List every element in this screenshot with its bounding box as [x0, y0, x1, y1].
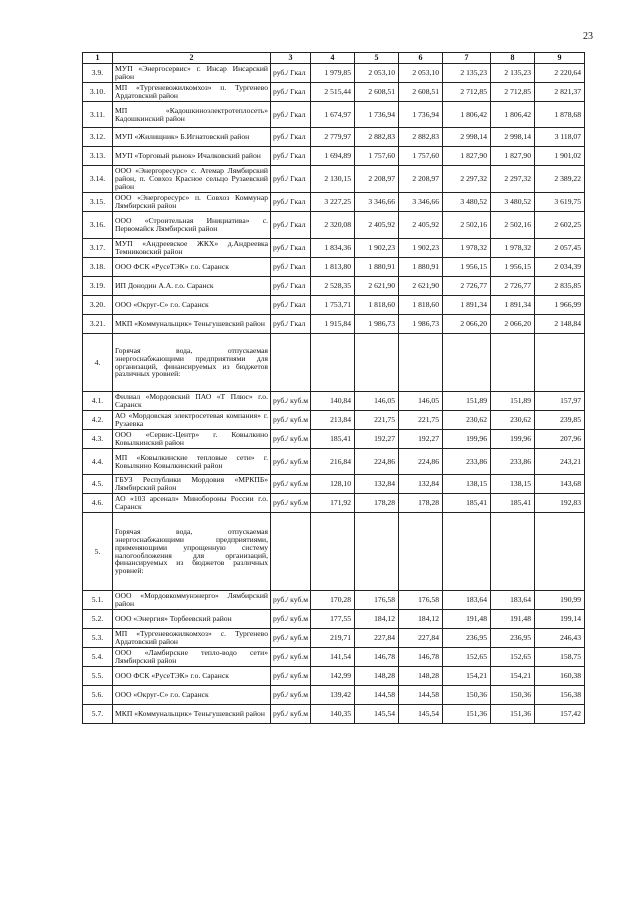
unit-cell: руб./ Гкал — [271, 128, 311, 147]
tariff-value-cell: 139,42 — [311, 686, 355, 705]
row-number-cell: 3.11. — [83, 102, 113, 128]
row-number-cell: 5.5. — [83, 667, 113, 686]
tariff-value-cell: 221,75 — [355, 411, 399, 430]
tariff-value-cell: 2 320,08 — [311, 212, 355, 239]
tariff-value-cell — [491, 513, 535, 591]
organization-name-cell: ООО ФСК «РусеТЭК» г.о. Саранск — [113, 258, 271, 277]
tariff-value-cell: 2 135,23 — [443, 64, 491, 83]
table-row — [83, 193, 585, 212]
tariff-value-cell: 1 757,60 — [399, 147, 443, 166]
organization-name-cell: ООО «Округ-С» г.о. Саранск — [113, 686, 271, 705]
tariff-value-cell: 1 827,90 — [491, 147, 535, 166]
tariff-value-cell: 1 901,02 — [535, 147, 585, 166]
unit-cell: руб./ Гкал — [271, 239, 311, 258]
tariff-value-cell: 183,64 — [491, 591, 535, 610]
tariff-value-cell: 221,75 — [399, 411, 443, 430]
tariff-value-cell: 2 405,92 — [355, 212, 399, 239]
tariff-value-cell: 2 515,44 — [311, 83, 355, 102]
tariff-value-cell: 192,83 — [535, 494, 585, 513]
tariff-value-cell: 2 608,51 — [355, 83, 399, 102]
tariff-value-cell: 2 621,90 — [355, 277, 399, 296]
organization-name-cell: ГБУЗ Республики Мордовия «МРКПБ» Лямбирский район — [113, 475, 271, 494]
table-row — [83, 494, 585, 513]
unit-cell: руб./ Гкал — [271, 296, 311, 315]
tariff-value-cell: 2 297,32 — [491, 166, 535, 193]
tariff-value-cell: 243,21 — [535, 449, 585, 475]
tariff-value-cell: 184,12 — [355, 610, 399, 629]
row-number-cell: 3.21. — [83, 315, 113, 334]
unit-cell: руб./ Гкал — [271, 315, 311, 334]
tariff-value-cell — [311, 513, 355, 591]
tariff-value-cell: 144,58 — [355, 686, 399, 705]
tariff-value-cell: 1 956,15 — [491, 258, 535, 277]
tariff-value-cell: 158,75 — [535, 648, 585, 667]
tariff-value-cell: 2 053,10 — [399, 64, 443, 83]
organization-name-cell: ООО «Строительная Инициатива» с. Первомайск Лямбирский район — [113, 212, 271, 239]
tariff-value-cell: 2 502,16 — [443, 212, 491, 239]
tariff-value-cell: 138,15 — [443, 475, 491, 494]
row-number-cell: 3.10. — [83, 83, 113, 102]
tariff-value-cell: 3 480,52 — [443, 193, 491, 212]
tariff-value-cell: 152,65 — [443, 648, 491, 667]
table-row — [83, 475, 585, 494]
tariff-value-cell: 2 621,90 — [399, 277, 443, 296]
unit-cell: руб./ Гкал — [271, 166, 311, 193]
tariff-value-cell: 2 297,32 — [443, 166, 491, 193]
table-row — [83, 102, 585, 128]
tariff-value-cell: 3 480,52 — [491, 193, 535, 212]
tariff-value-cell: 1 956,15 — [443, 258, 491, 277]
organization-name-cell: МУП «Энергосервис» г. Инсар Инсарский район — [113, 64, 271, 83]
table-row — [83, 258, 585, 277]
organization-name-cell: МУП «Торговый рынок» Ичалковский район — [113, 147, 271, 166]
tariff-value-cell: 2 034,39 — [535, 258, 585, 277]
tariff-value-cell: 146,78 — [399, 648, 443, 667]
header-cell: 1 — [83, 53, 113, 64]
tariff-value-cell: 192,27 — [355, 430, 399, 449]
header-cell: 4 — [311, 53, 355, 64]
tariff-value-cell: 199,96 — [443, 430, 491, 449]
tariff-value-cell: 2 130,15 — [311, 166, 355, 193]
row-number-cell: 4.3. — [83, 430, 113, 449]
tariff-value-cell: 170,28 — [311, 591, 355, 610]
tariff-value-cell: 213,84 — [311, 411, 355, 430]
tariff-value-cell: 2 882,83 — [355, 128, 399, 147]
unit-cell: руб./ куб.м — [271, 494, 311, 513]
row-number-cell: 3.14. — [83, 166, 113, 193]
tariff-value-cell: 1 891,34 — [443, 296, 491, 315]
organization-name-cell: МКП «Коммунальщик» Теньгушевский район — [113, 705, 271, 724]
unit-cell: руб./ куб.м — [271, 475, 311, 494]
table-row — [83, 411, 585, 430]
tariff-value-cell: 233,86 — [491, 449, 535, 475]
tariff-value-cell: 1 834,36 — [311, 239, 355, 258]
tariff-value-cell: 191,48 — [491, 610, 535, 629]
tariff-value-cell: 1 736,94 — [355, 102, 399, 128]
tariff-value-cell: 185,41 — [443, 494, 491, 513]
row-number-cell: 4.1. — [83, 392, 113, 411]
unit-cell: руб./ куб.м — [271, 591, 311, 610]
tariff-value-cell: 154,21 — [443, 667, 491, 686]
row-number-cell: 5.6. — [83, 686, 113, 705]
row-number-cell: 3.12. — [83, 128, 113, 147]
tariff-value-cell: 150,36 — [443, 686, 491, 705]
unit-cell: руб./ Гкал — [271, 64, 311, 83]
organization-name-cell: АО «103 арсенал» Минобороны России г.о. Саранск — [113, 494, 271, 513]
row-number-cell: 3.17. — [83, 239, 113, 258]
table-row — [83, 147, 585, 166]
unit-cell: руб./ Гкал — [271, 102, 311, 128]
row-number-cell: 3.9. — [83, 64, 113, 83]
unit-cell: руб./ куб.м — [271, 705, 311, 724]
tariff-value-cell — [443, 513, 491, 591]
tariff-value-cell: 2 528,35 — [311, 277, 355, 296]
unit-cell: руб./ Гкал — [271, 147, 311, 166]
tariff-value-cell: 3 346,66 — [355, 193, 399, 212]
tariff-value-cell: 227,84 — [399, 629, 443, 648]
tariff-value-cell: 2 066,20 — [491, 315, 535, 334]
table-header-row — [83, 53, 585, 64]
tariff-value-cell: 236,95 — [443, 629, 491, 648]
tariff-value-cell: 3 346,66 — [399, 193, 443, 212]
header-cell: 3 — [271, 53, 311, 64]
organization-name-cell: ООО «Округ-С» г.о. Саранск — [113, 296, 271, 315]
row-number-cell: 5.4. — [83, 648, 113, 667]
tariff-value-cell: 1 757,60 — [355, 147, 399, 166]
tariff-value-cell: 151,36 — [491, 705, 535, 724]
table-row — [83, 128, 585, 147]
tariff-value-cell: 227,84 — [355, 629, 399, 648]
tariff-value-cell: 140,35 — [311, 705, 355, 724]
tariff-table — [82, 52, 585, 724]
tariff-value-cell: 2 148,84 — [535, 315, 585, 334]
tariff-value-cell: 1 978,32 — [491, 239, 535, 258]
table-row — [83, 239, 585, 258]
tariff-value-cell — [355, 513, 399, 591]
tariff-value-cell: 1 806,42 — [491, 102, 535, 128]
tariff-value-cell: 2 998,14 — [491, 128, 535, 147]
tariff-value-cell: 1 978,32 — [443, 239, 491, 258]
tariff-value-cell: 142,99 — [311, 667, 355, 686]
organization-name-cell: ООО «Энергоресурс» с. Атемар Лямбирский район, п. Совхоз Красное сельцо Рузаевский район — [113, 166, 271, 193]
unit-cell: руб./ Гкал — [271, 193, 311, 212]
organization-name-cell: АО «Мордовская электросетевая компания» г. Рузаевка — [113, 411, 271, 430]
unit-cell: руб./ куб.м — [271, 610, 311, 629]
tariff-value-cell: 2 208,97 — [355, 166, 399, 193]
unit-cell — [271, 513, 311, 591]
tariff-value-cell: 151,89 — [443, 392, 491, 411]
tariff-value-cell: 154,21 — [491, 667, 535, 686]
tariff-value-cell: 1 979,85 — [311, 64, 355, 83]
tariff-value-cell: 141,54 — [311, 648, 355, 667]
tariff-value-cell: 191,48 — [443, 610, 491, 629]
tariff-value-cell: 156,38 — [535, 686, 585, 705]
tariff-value-cell: 171,92 — [311, 494, 355, 513]
tariff-value-cell: 2 135,23 — [491, 64, 535, 83]
tariff-value-cell: 157,42 — [535, 705, 585, 724]
tariff-value-cell: 178,28 — [399, 494, 443, 513]
header-cell: 7 — [443, 53, 491, 64]
tariff-value-cell: 146,05 — [399, 392, 443, 411]
tariff-value-cell: 146,05 — [355, 392, 399, 411]
organization-name-cell: ИП Донодин А.А. г.о. Саранск — [113, 277, 271, 296]
tariff-value-cell: 143,68 — [535, 475, 585, 494]
tariff-value-cell: 152,65 — [491, 648, 535, 667]
tariff-value-cell: 1 806,42 — [443, 102, 491, 128]
table-row — [83, 629, 585, 648]
table-row — [83, 277, 585, 296]
tariff-value-cell: 2 835,85 — [535, 277, 585, 296]
header-cell: 9 — [535, 53, 585, 64]
tariff-value-cell: 224,86 — [355, 449, 399, 475]
organization-name-cell: МКП «Коммунальщик» Теньгушевский район — [113, 315, 271, 334]
row-number-cell: 5.7. — [83, 705, 113, 724]
unit-cell: руб./ куб.м — [271, 648, 311, 667]
table-row — [83, 296, 585, 315]
tariff-value-cell: 1 880,91 — [355, 258, 399, 277]
organization-name-cell: Филиал «Мордовский ПАО «Т Плюс» г.о. Саранск — [113, 392, 271, 411]
tariff-value-cell: 2 712,85 — [443, 83, 491, 102]
tariff-value-cell: 144,58 — [399, 686, 443, 705]
table-row — [83, 705, 585, 724]
table-row — [83, 610, 585, 629]
unit-cell: руб./ куб.м — [271, 667, 311, 686]
organization-name-cell: МП «Тургеневожилкомхоз» с. Тургенево Ардатовский район — [113, 629, 271, 648]
unit-cell: руб./ куб.м — [271, 449, 311, 475]
tariff-value-cell: 2 502,16 — [491, 212, 535, 239]
tariff-value-cell: 1 902,23 — [355, 239, 399, 258]
tariff-value-cell — [535, 334, 585, 392]
table-row — [83, 212, 585, 239]
tariff-value-cell: 151,89 — [491, 392, 535, 411]
table-row — [83, 648, 585, 667]
row-number-cell: 5.1. — [83, 591, 113, 610]
tariff-value-cell: 2 066,20 — [443, 315, 491, 334]
row-number-cell: 3.18. — [83, 258, 113, 277]
tariff-value-cell: 190,99 — [535, 591, 585, 610]
tariff-value-cell: 224,86 — [399, 449, 443, 475]
organization-name-cell: МП «Тургеневожилкомхоз» п. Тургенево Ардатовский район — [113, 83, 271, 102]
organization-name-cell: Горячая вода, отпускаемая энергоснабжающими предприятиями, применяющими упрощенную систему налогообложения для организаций, финансируемых из бюджетов различных уровней: — [113, 513, 271, 591]
tariff-value-cell: 138,15 — [491, 475, 535, 494]
tariff-value-cell: 1 818,60 — [355, 296, 399, 315]
tariff-value-cell — [399, 334, 443, 392]
tariff-value-cell: 1 986,73 — [399, 315, 443, 334]
page-number: 23 — [583, 31, 593, 42]
tariff-value-cell: 230,62 — [491, 411, 535, 430]
unit-cell: руб./ куб.м — [271, 411, 311, 430]
tariff-value-cell: 1 880,91 — [399, 258, 443, 277]
header-cell: 5 — [355, 53, 399, 64]
tariff-value-cell: 1 986,73 — [355, 315, 399, 334]
tariff-value-cell: 177,55 — [311, 610, 355, 629]
tariff-value-cell — [311, 334, 355, 392]
tariff-value-cell: 160,38 — [535, 667, 585, 686]
tariff-value-cell: 1 827,90 — [443, 147, 491, 166]
section-row — [83, 334, 585, 392]
row-number-cell: 3.19. — [83, 277, 113, 296]
row-number-cell: 4.6. — [83, 494, 113, 513]
tariff-value-cell: 239,85 — [535, 411, 585, 430]
tariff-value-cell: 176,58 — [355, 591, 399, 610]
tariff-value-cell: 3 227,25 — [311, 193, 355, 212]
table-row — [83, 430, 585, 449]
tariff-value-cell: 132,84 — [399, 475, 443, 494]
organization-name-cell: ООО «Энергия» Торбеевский район — [113, 610, 271, 629]
tariff-value-cell: 199,96 — [491, 430, 535, 449]
tariff-value-cell: 2 057,45 — [535, 239, 585, 258]
tariff-value-cell: 2 220,64 — [535, 64, 585, 83]
organization-name-cell: МП «Кадошкиноэлектротеплосеть» Кадошкинский район — [113, 102, 271, 128]
tariff-value-cell: 192,27 — [399, 430, 443, 449]
tariff-value-cell: 230,62 — [443, 411, 491, 430]
tariff-value-cell: 176,58 — [399, 591, 443, 610]
row-number-cell: 3.20. — [83, 296, 113, 315]
tariff-value-cell — [399, 513, 443, 591]
table-row — [83, 591, 585, 610]
tariff-value-cell: 3 118,07 — [535, 128, 585, 147]
tariff-value-cell: 185,41 — [311, 430, 355, 449]
tariff-value-cell: 2 602,25 — [535, 212, 585, 239]
unit-cell: руб./ Гкал — [271, 212, 311, 239]
tariff-value-cell: 2 208,97 — [399, 166, 443, 193]
table-row — [83, 686, 585, 705]
unit-cell: руб./ куб.м — [271, 629, 311, 648]
organization-name-cell: ООО «Ламбирские тепло-водо сети» Лямбирский район — [113, 648, 271, 667]
row-number-cell: 4.5. — [83, 475, 113, 494]
tariff-value-cell — [535, 513, 585, 591]
table-row — [83, 166, 585, 193]
organization-name-cell: ООО «Энергоресурс» п. Совхоз Коммунар Лямбирский район — [113, 193, 271, 212]
tariff-value-cell: 1 915,84 — [311, 315, 355, 334]
tariff-value-cell: 157,97 — [535, 392, 585, 411]
organization-name-cell: МП «Ковылкинские тепловые сети» г. Ковылкино Ковылкинский район — [113, 449, 271, 475]
tariff-value-cell: 2 821,37 — [535, 83, 585, 102]
table-row — [83, 392, 585, 411]
organization-name-cell: ООО «Мордовкоммунэнерго» Лямбирский район — [113, 591, 271, 610]
tariff-value-cell: 1 878,68 — [535, 102, 585, 128]
unit-cell: руб./ Гкал — [271, 83, 311, 102]
organization-name-cell: ООО ФСК «РусеТЭК» г.о. Саранск — [113, 667, 271, 686]
unit-cell: руб./ куб.м — [271, 430, 311, 449]
header-cell: 8 — [491, 53, 535, 64]
table-row — [83, 667, 585, 686]
row-number-cell: 4.4. — [83, 449, 113, 475]
tariff-value-cell: 140,84 — [311, 392, 355, 411]
unit-cell: руб./ Гкал — [271, 258, 311, 277]
row-number-cell: 4. — [83, 334, 113, 392]
tariff-value-cell: 2 726,77 — [443, 277, 491, 296]
table-row — [83, 64, 585, 83]
tariff-value-cell: 151,36 — [443, 705, 491, 724]
tariff-value-cell: 2 726,77 — [491, 277, 535, 296]
table-row — [83, 83, 585, 102]
header-cell: 6 — [399, 53, 443, 64]
tariff-value-cell: 1 736,94 — [399, 102, 443, 128]
table-row — [83, 449, 585, 475]
tariff-value-cell: 2 053,10 — [355, 64, 399, 83]
tariff-value-cell: 128,10 — [311, 475, 355, 494]
tariff-value-cell: 2 712,85 — [491, 83, 535, 102]
tariff-value-cell: 2 405,92 — [399, 212, 443, 239]
tariff-value-cell: 236,95 — [491, 629, 535, 648]
tariff-value-cell: 246,43 — [535, 629, 585, 648]
tariff-value-cell: 1 818,60 — [399, 296, 443, 315]
table-row — [83, 315, 585, 334]
tariff-value-cell — [355, 334, 399, 392]
row-number-cell: 3.15. — [83, 193, 113, 212]
tariff-value-cell: 2 998,14 — [443, 128, 491, 147]
unit-cell — [271, 334, 311, 392]
tariff-value-cell: 145,54 — [355, 705, 399, 724]
tariff-value-cell: 132,84 — [355, 475, 399, 494]
tariff-value-cell: 1 966,99 — [535, 296, 585, 315]
tariff-value-cell: 3 619,75 — [535, 193, 585, 212]
tariff-value-cell: 150,36 — [491, 686, 535, 705]
tariff-value-cell: 216,84 — [311, 449, 355, 475]
tariff-value-cell: 1 753,71 — [311, 296, 355, 315]
row-number-cell: 4.2. — [83, 411, 113, 430]
row-number-cell: 3.16. — [83, 212, 113, 239]
tariff-value-cell: 1 902,23 — [399, 239, 443, 258]
tariff-value-cell: 184,12 — [399, 610, 443, 629]
tariff-value-cell: 183,64 — [443, 591, 491, 610]
tariff-value-cell: 233,86 — [443, 449, 491, 475]
tariff-value-cell: 207,96 — [535, 430, 585, 449]
tariff-value-cell: 1 674,97 — [311, 102, 355, 128]
unit-cell: руб./ Гкал — [271, 277, 311, 296]
row-number-cell: 5.3. — [83, 629, 113, 648]
tariff-value-cell: 1 813,80 — [311, 258, 355, 277]
tariff-value-cell: 1 891,34 — [491, 296, 535, 315]
organization-name-cell: ООО «Сервис-Центр» г. Ковылкино Ковылкинский район — [113, 430, 271, 449]
row-number-cell: 3.13. — [83, 147, 113, 166]
header-cell: 2 — [113, 53, 271, 64]
tariff-value-cell: 1 694,89 — [311, 147, 355, 166]
tariff-value-cell: 2 389,22 — [535, 166, 585, 193]
tariff-value-cell: 219,71 — [311, 629, 355, 648]
unit-cell: руб./ куб.м — [271, 392, 311, 411]
tariff-value-cell: 199,14 — [535, 610, 585, 629]
unit-cell: руб./ куб.м — [271, 686, 311, 705]
tariff-value-cell: 2 882,83 — [399, 128, 443, 147]
organization-name-cell: МУП «Андреевское ЖКХ» д.Андреевка Темниковский район — [113, 239, 271, 258]
organization-name-cell: МУП «Жилищник» Б.Игнатовский район — [113, 128, 271, 147]
tariff-value-cell: 146,78 — [355, 648, 399, 667]
tariff-value-cell: 178,28 — [355, 494, 399, 513]
organization-name-cell: Горячая вода, отпускаемая энергоснабжающими предприятиями для организаций, финансируемых из бюджетов различных уровней: — [113, 334, 271, 392]
tariff-value-cell — [491, 334, 535, 392]
tariff-value-cell: 148,28 — [399, 667, 443, 686]
tariff-value-cell: 145,54 — [399, 705, 443, 724]
tariff-value-cell: 2 779,97 — [311, 128, 355, 147]
row-number-cell: 5.2. — [83, 610, 113, 629]
row-number-cell: 5. — [83, 513, 113, 591]
tariff-value-cell: 148,28 — [355, 667, 399, 686]
tariff-value-cell — [443, 334, 491, 392]
tariff-value-cell: 185,41 — [491, 494, 535, 513]
tariff-value-cell: 2 608,51 — [399, 83, 443, 102]
section-row — [83, 513, 585, 591]
